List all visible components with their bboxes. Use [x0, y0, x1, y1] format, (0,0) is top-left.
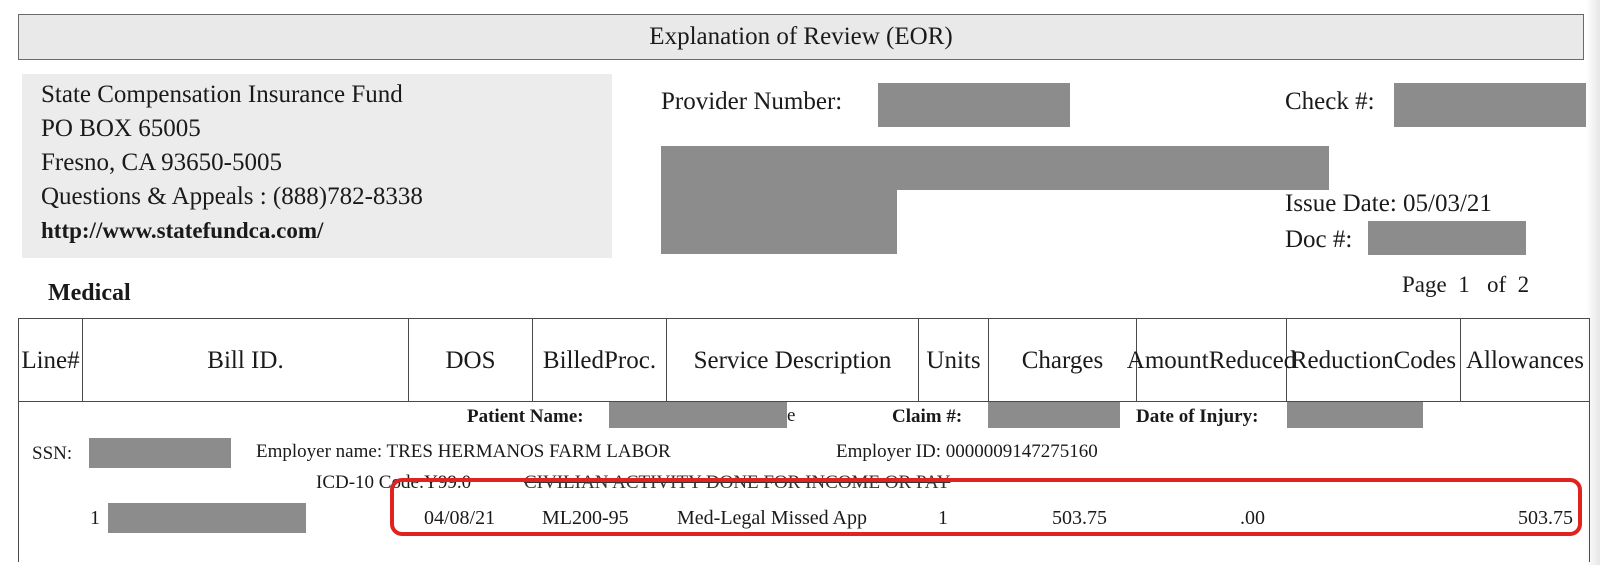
icd-code: ICD-10 Code:Y99.0	[316, 472, 472, 493]
line-item-billed-proc: ML200-95	[542, 507, 629, 529]
claim-number-redaction	[988, 402, 1120, 428]
check-number-redaction	[1394, 83, 1586, 127]
provider-number-redaction	[878, 83, 1070, 127]
line-item-allowances: 503.75	[1518, 507, 1573, 529]
header-amount-reduced: Amount Reduced	[1137, 319, 1287, 401]
page-current: 1	[1458, 272, 1470, 297]
header-service-description: Service Description	[667, 319, 919, 401]
page-indicator	[1402, 272, 1529, 298]
provider-number-label: Provider Number:	[661, 88, 843, 115]
payer-name: State Compensation Insurance Fund	[41, 81, 403, 108]
payer-city-state-zip: Fresno, CA 93650-5005	[41, 149, 282, 176]
patient-name-redaction	[609, 402, 787, 428]
provider-address-redaction	[661, 146, 1329, 190]
page-of-label: of	[1486, 272, 1507, 297]
line-item-number: 1	[90, 507, 100, 529]
document-title: Explanation of Review (EOR)	[18, 14, 1584, 60]
header-units: Units	[919, 319, 989, 401]
line-item-amount-reduced: .00	[1240, 507, 1265, 529]
header-bill-id: Bill ID.	[83, 319, 409, 401]
date-of-injury-redaction	[1287, 402, 1423, 428]
patient-name-suffix: e	[787, 405, 796, 426]
header-charges: Charges	[989, 319, 1137, 401]
page-total: 2	[1517, 272, 1530, 297]
employer-id: Employer ID: 0000009147275160	[836, 441, 1098, 462]
date-of-injury-label: Date of Injury:	[1136, 406, 1259, 427]
doc-number-redaction	[1368, 221, 1526, 255]
header-allowances: Allowances	[1465, 346, 1585, 374]
issue-date: Issue Date: 05/03/21	[1285, 190, 1492, 217]
header-reduction-codes: Reduction Codes	[1287, 319, 1461, 401]
check-number-label: Check #:	[1285, 88, 1375, 115]
line-item-units: 1	[938, 507, 948, 529]
line-item-dos: 04/08/21	[424, 507, 496, 529]
payer-phone: Questions & Appeals : (888)782-8338	[41, 183, 423, 210]
ssn-redaction	[89, 438, 231, 468]
line-item-service-description: Med-Legal Missed App	[677, 507, 867, 529]
page-label: Page	[1402, 272, 1447, 297]
payer-po-box: PO BOX 65005	[41, 115, 201, 142]
payer-address-block	[22, 74, 612, 258]
header-line: Line #	[19, 319, 83, 401]
section-title: Medical	[48, 280, 131, 306]
icd-description: CIVILIAN ACTIVITY DONE FOR INCOME OR PAY	[524, 472, 951, 493]
ssn-label: SSN:	[32, 443, 73, 464]
claim-number-label: Claim #:	[892, 406, 963, 427]
doc-number-label: Doc #:	[1285, 226, 1353, 253]
provider-address-redaction-2	[661, 190, 897, 254]
employer-name: Employer name: TRES HERMANOS FARM LABOR	[256, 441, 671, 462]
highlight-box	[390, 478, 1582, 536]
payer-website[interactable]: http://www.statefundca.com/	[41, 218, 324, 243]
header-billed-proc: Billed Proc.	[533, 319, 667, 401]
line-item-charges: 503.75	[1052, 507, 1107, 529]
bill-id-redaction	[108, 503, 306, 533]
patient-name-label: Patient Name:	[467, 406, 584, 427]
header-dos: DOS	[409, 319, 533, 401]
